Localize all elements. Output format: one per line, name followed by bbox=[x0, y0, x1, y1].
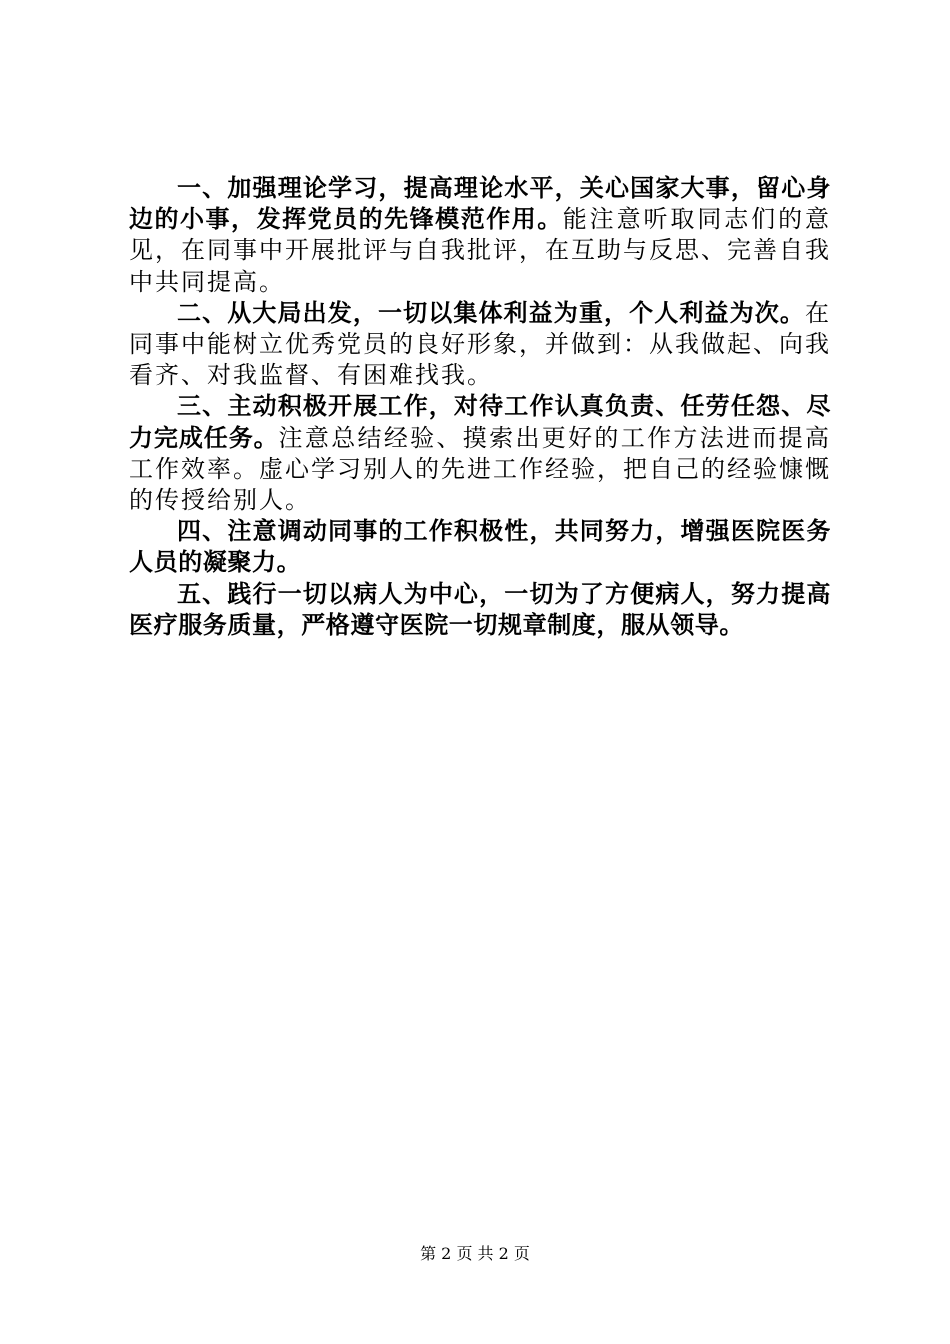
page-footer bbox=[0, 1244, 950, 1264]
paragraph-2-text: 在同事中能树立优秀党员的良好形象，并做到：从我做起、向我看齐、对我监督、有困难找我。 bbox=[129, 298, 831, 390]
paragraph-3-bold: 三、主动积极开展工作，对待工作认真负责、任劳任怨、尽力完成任务。 bbox=[129, 392, 831, 452]
paragraph-3 bbox=[129, 391, 831, 516]
paragraph-1-text: 能注意听取同志们的意见，在同事中开展批评与自我批评，在互助与反思、完善自我中共同提高。 bbox=[129, 205, 832, 296]
paragraph-5 bbox=[129, 579, 831, 641]
paragraph-2 bbox=[129, 298, 831, 392]
document-body bbox=[129, 173, 831, 641]
paragraph-4-bold: 四、注意调动同事的工作积极性，共同努力，增强医院医务人员的凝聚力。 bbox=[129, 517, 831, 577]
paragraph-2-bold: 二、从大局出发，一切以集体利益为重，个人利益为次。 bbox=[177, 298, 805, 327]
paragraph-1 bbox=[129, 173, 831, 298]
paragraph-1-bold: 一、加强理论学习，提高理论水平，关心国家大事，留心身边的小事，发挥党员的先锋模范作用。 bbox=[129, 174, 831, 234]
page-number-label: 第 2 页 共 2 页 bbox=[420, 1244, 530, 1263]
paragraph-3-text: 注意总结经验、摸索出更好的工作方法进而提高工作效率。虚心学习别人的先进工作经验，把自己的经验慷慨的传授给别人。 bbox=[129, 423, 831, 515]
paragraph-5-bold: 五、践行一切以病人为中心，一切为了方便病人，努力提高医疗服务质量，严格遵守医院一切规章制度，服从领导。 bbox=[129, 579, 831, 639]
paragraph-4 bbox=[129, 516, 831, 578]
